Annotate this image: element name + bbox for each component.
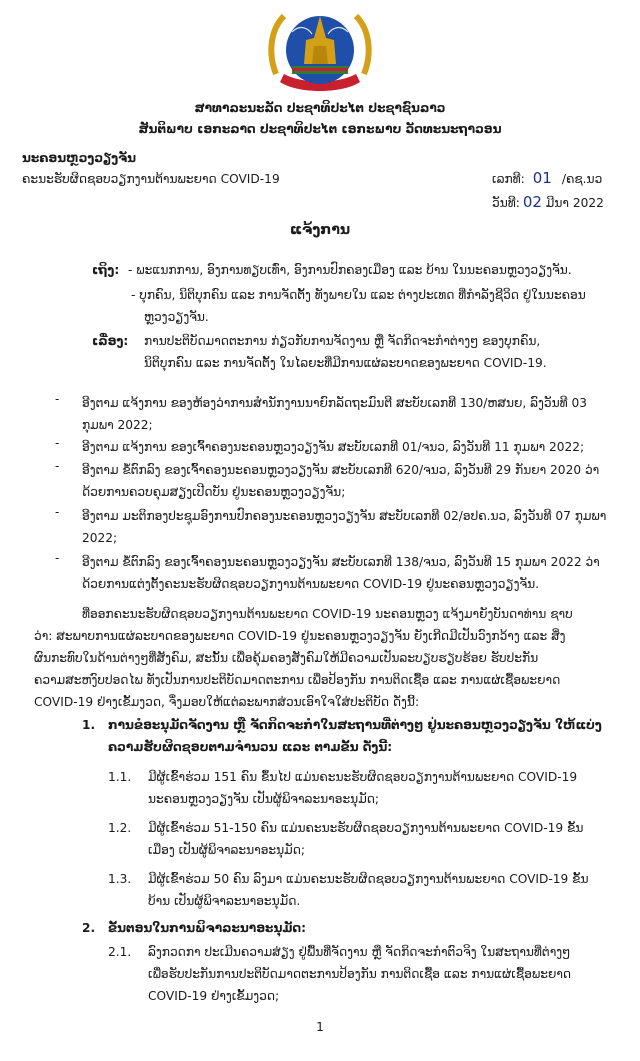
reference-item: ອີງຕາມ ຂໍ້ຕົກລົງ ຂອງເຈົ້າຄອງນະຄອນຫຼວງວຽງຈັນ ສະບັບເລກທີ 620/ຈນວ, ລົງວັນທີ 29 ກັນຍາ 2020 ວ່າດ້ວຍການຄວບຄຸມສຽງເປີດບັນ ຢູ່ນະຄອນຫຼວງວຽງຈັນ; — [82, 463, 600, 499]
to-label: ເຖິງ: — [92, 263, 120, 277]
to-line-2: - ບຸກຄົນ, ນິຕິບຸກຄົນ ແລະ ການຈັດຕັ້ງ ທັງພາຍໃນ ແລະ ຕ່າງປະເທດ ທີ່ກຳລັງຊີວິດ ຢູ່ໃນນະຄອນ — [131, 288, 586, 302]
item-number: 1.3. — [108, 872, 132, 886]
intro-line: ວ່າ: ສະພາບການແຜ່ລະບາດຂອງພະຍາດ COVID-19 ຢູ່ນະຄອນຫຼວງວຽງຈັນ ຍັງເກີດມີເປັນວົງກວ້າງ ແລະ ສິ່ງ — [34, 629, 566, 643]
reference-date — [492, 194, 604, 211]
page-number: 1 — [316, 1020, 324, 1034]
bullet-dash: - — [55, 436, 60, 450]
national-motto: ສັນຕິພາບ ເອກະລາດ ປະຊາທິປະໄຕ ເອກະພາບ ວັດທະນະຖາວອນ — [138, 122, 502, 136]
reference-item: ອີງຕາມ ແຈ້ງການ ຂອງເຈົ້າຄອງນະຄອນຫຼວງວຽງຈັນ ສະບັບເລກທີ 01/ຈນວ, ລົງວັນທີ 11 ກຸມພາ 2022; — [82, 440, 585, 454]
item-line: ມີຜູ້ເຂົ້າຮ່ວມ 51-150 ຄົນ ແມ່ນຄະນະຮັບຜິດຊອບວຽກງານຕ້ານພະຍາດ COVID-19 ຂັ້ນ — [148, 821, 584, 835]
reference-date-handwritten: 02 — [522, 193, 542, 211]
item-line: ເພື່ອຮັບປະກັນການປະຕິບັດມາດຕະການປ້ອງກັນ ການຕິດເຊື້ອ ແລະ ການແຜ່ເຊື້ອພະຍາດ — [148, 967, 572, 981]
to-line-1: - ພະແນກການ, ອົງການທຽບເທົ່າ, ອົງການປົກຄອງເມືອງ ແລະ ບ້ານ ໃນນະຄອນຫຼວງວຽງຈັນ. — [128, 263, 572, 277]
reference-item: ອີງຕາມ ມະຕິກອງປະຊຸມອົງການປົກຄອງນະຄອນຫຼວງວຽງຈັນ ສະບັບເລກທີ 02/ອປຄ.ນວ, ລົງວັນທີ 07 ກຸມພາ 2022; — [82, 509, 607, 545]
to-line-2-cont: ຫຼວງວຽງຈັນ. — [144, 310, 209, 324]
reference-number-label: ເລກທີ: — [492, 172, 525, 186]
issuer-city: ນະຄອນຫຼວງວຽງຈັນ — [22, 151, 137, 165]
item-line: ມີຜູ້ເຂົ້າຮ່ວມ 151 ຄົນ ຂຶ້ນໄປ ແມ່ນຄະນະຮັບຜິດຊອບວຽກງານຕ້ານພະຍາດ COVID-19 — [148, 770, 578, 784]
item-number: 1.1. — [108, 770, 132, 784]
section-1-heading-cont: ຄວາມຮັບຜິດຊອບຕາມຈຳນວນ ແລະ ຕາມຂັ້ນ ດັ່ງນີ້: — [108, 740, 393, 754]
issuer-committee: ຄະນະຮັບຜິດຊອບວຽກງານຕ້ານພະຍາດ COVID-19 — [22, 172, 280, 186]
item-number: 2.1. — [108, 945, 132, 959]
item-line: COVID-19 ຢ່າງເຂັ້ມງວດ; — [148, 989, 280, 1003]
intro-line: ຄວາມສະຫງົບປອດໄພ ທັງເປັນການປະຕິບັດມາດຕະການ ເພື່ອປ້ອງກັນ ການຕິດເຊື້ອ ແລະ ການແຜ່ເຊື້ອພະຍາດ — [34, 673, 561, 687]
intro-line: ທີ່ອອກຄະນະຮັບຜິດຊອບວຽກງານຕ້ານພະຍາດ COVID-19 ນະຄອນຫຼວງ ແຈ້ງມາຍັງບັນດາທ່ານ ຊາບ — [82, 607, 573, 621]
reference-item: ອີງຕາມ ຂໍ້ຕົກລົງ ຂອງເຈົ້າຄອງນະຄອນຫຼວງວຽງຈັນ ສະບັບເລກທີ 138/ຈນວ, ລົງວັນທີ 15 ກຸມພາ 2022 ວ່າດ້ວຍການແຕ່ງຕັ້ງຄະນະຮັບຜິດຊອບວຽກງານຕ້ານພະຍາດ COVID-19 ຢູ່ນະຄອນຫຼວງວຽງຈັນ. — [82, 555, 600, 591]
item-number: 1.2. — [108, 821, 132, 835]
item-line: ມີຜູ້ເຂົ້າຮ່ວມ 50 ຄົນ ລົງມາ ແມ່ນຄະນະຮັບຜິດຊອບວຽກງານຕ້ານພະຍາດ COVID-19 ຂັ້ນ — [148, 872, 589, 886]
intro-line: ຜົນກະທົບໃນດ້ານຕ່າງໆທີ່ສັງຄົມ, ສະນັ້ນ ເພື່ອຄຸ້ມຄອງສັງຄົມໃຫ້ມີຄວາມເປັນລະບຽບຮຽບຮ້ອຍ ຮັບປະກັນ — [34, 651, 539, 665]
intro-line: COVID-19 ຢ່າງເຂັ້ມງວດ, ຈຶ່ງມອບໃຫ້ແຕ່ລະພາກສ່ວນເອົາໃຈໃສ່ປະຕິບັດ ດັ່ງນີ້: — [34, 695, 420, 709]
reference-date-label: ວັນທີ: — [492, 196, 520, 210]
section-1-heading: ການຂໍອະນຸມັດຈັດງານ ຫຼື ຈັດກິດຈະກຳໃນສະຖານທີ່ຕ່າງໆ ຢູ່ນະຄອນຫຼວງວຽງຈັນ ໃຫ້ແບ່ງ — [108, 718, 602, 732]
item-line: ນະຄອນຫຼວງວຽງຈັນ ເປັນຜູ້ພິຈາລະນາອະນຸມັດ; — [148, 792, 380, 806]
lao-national-emblem-icon — [262, 4, 378, 96]
subject-line-1: ການປະຕິບັດມາດຕະການ ກ່ຽວກັບການຈັດງານ ຫຼື ຈັດກິດຈະກຳຕ່າງໆ ຂອງບຸກຄົນ, — [144, 334, 541, 348]
reference-date-month-year: ມີນາ 2022 — [541, 196, 604, 210]
section-2-number: 2. — [82, 921, 96, 935]
bullet-dash: - — [55, 551, 60, 565]
document-title: ແຈ້ງການ — [289, 222, 351, 238]
section-1-number: 1. — [82, 718, 96, 732]
subject-label: ເລື່ອງ: — [92, 334, 129, 348]
item-line: ເມືອງ ເປັນຜູ້ພິຈາລະນາອະນຸມັດ; — [148, 843, 305, 857]
item-line: ລົງກວດກາ ປະເມີນຄວາມສ່ຽງ ຢູ່ພື້ນທີ່ຈັດງານ ຫຼື ຈັດກິດຈະກຳຕົວຈິງ ໃນສະຖານທີ່ຕ່າງໆ — [148, 945, 571, 959]
reference-number-suffix: /ຄຊ.ນວ — [561, 172, 603, 186]
reference-number-handwritten: 01 — [532, 169, 552, 187]
reference-item: ອີງຕາມ ແຈ້ງການ ຂອງຫ້ອງວ່າການສຳນັກງານນາຍົກລັດຖະມົນຕີ ສະບັບເລກທີ 130/ຫສນຍ, ລົງວັນທີ 03 ກຸມພາ 2022; — [82, 396, 588, 432]
bullet-dash: - — [55, 392, 60, 406]
bullet-dash: - — [55, 505, 60, 519]
item-line: ບ້ານ ເປັນຜູ້ພິຈາລະນາອະນຸມັດ. — [148, 894, 301, 908]
reference-number — [492, 170, 602, 187]
section-2-heading: ຂັ້ນຕອນໃນການພິຈາລະນາອະນຸມັດ: — [108, 921, 307, 935]
country-name: ສາທາລະນະລັດ ປະຊາທິປະໄຕ ປະຊາຊົນລາວ — [194, 101, 446, 115]
bullet-dash: - — [55, 459, 60, 473]
subject-line-2: ນິຕິບຸກຄົນ ແລະ ການຈັດຕັ້ງ ໃນໄລຍະທີ່ມີການແຜ່ລະບາດຂອງພະຍາດ COVID-19. — [144, 356, 547, 370]
